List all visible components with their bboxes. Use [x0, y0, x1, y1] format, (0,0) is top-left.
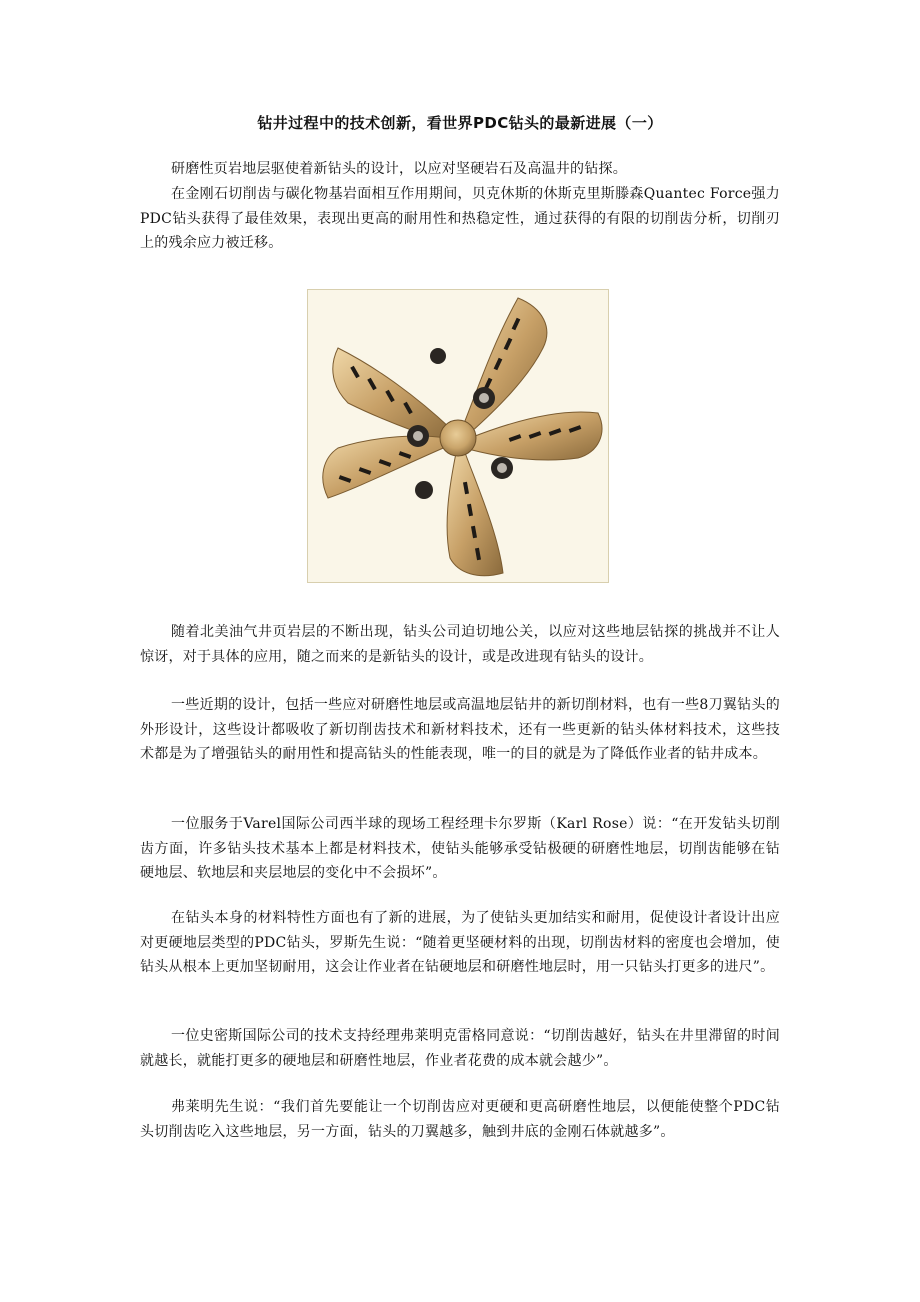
paragraph-3: 随着北美油气井页岩层的不断出现，钻头公司迫切地公关，以应对这些地层钻探的挑战并不让人惊讶，对于具体的应用，随之而来的是新钻头的设计，或是改进现有钻头的设计。 [140, 624, 780, 665]
pdc-drill-bit-photo [307, 289, 609, 583]
drill-bit-illustration [308, 290, 608, 582]
paragraph-7: 一位史密斯国际公司的技术支持经理弗莱明克雷格同意说：“切削齿越好，钻头在井里滞留的时间就越长，就能打更多的硬地层和研磨性地层，作业者花费的成本就会越少”。 [140, 1028, 780, 1069]
paragraph-5: 一位服务于Varel国际公司西半球的现场工程经理卡尔罗斯（Karl Rose）说：“在开发钻头切削齿方面，许多钻头技术基本上都是材料技术，使钻头能够承受钻极硬的研磨性地层，切削齿能够在钻硬地层、软地层和夹层地层的变化中不会损坏”。 [140, 816, 780, 881]
paragraph-8: 弗莱明先生说：“我们首先要能让一个切削齿应对更硬和更高研磨性地层，以便能使整个PDC钻头切削齿吃入这些地层，另一方面，钻头的刀翼越多，触到井底的金刚石体就越多”。 [140, 1099, 780, 1140]
paragraph-2: 在金刚石切削齿与碳化物基岩面相互作用期间，贝克休斯的休斯克里斯滕森Quantec Force强力PDC钻头获得了最佳效果，表现出更高的耐用性和热稳定性，通过获得的有限的切削齿分析，切削刃上的残余应力被迁移。 [140, 186, 780, 251]
article-title: 钻井过程中的技术创新，看世界PDC钻头的最新进展（一） [257, 114, 663, 132]
paragraph-6: 在钻头本身的材料特性方面也有了新的进展，为了使钻头更加结实和耐用，促使设计者设计出应对更硬地层类型的PDC钻头，罗斯先生说：“随着更坚硬材料的出现，切削齿材料的密度也会增加，使钻头从根本上更加坚韧耐用，这会让作业者在钻硬地层和研磨性地层时，用一只钻头打更多的进尺”。 [140, 910, 780, 975]
paragraph-4: 一些近期的设计，包括一些应对研磨性地层或高温地层钻井的新切削材料，也有一些8刀翼钻头的外形设计，这些设计都吸收了新切削齿技术和新材料技术，还有一些更新的钻头体材料技术，这些技术都是为了增强钻头的耐用性和提高钻头的性能表现，唯一的目的就是为了降低作业者的钻井成本。 [140, 697, 780, 762]
paragraph-1: 研磨性页岩地层驱使着新钻头的设计，以应对坚硬岩石及高温井的钻探。 [171, 161, 627, 177]
